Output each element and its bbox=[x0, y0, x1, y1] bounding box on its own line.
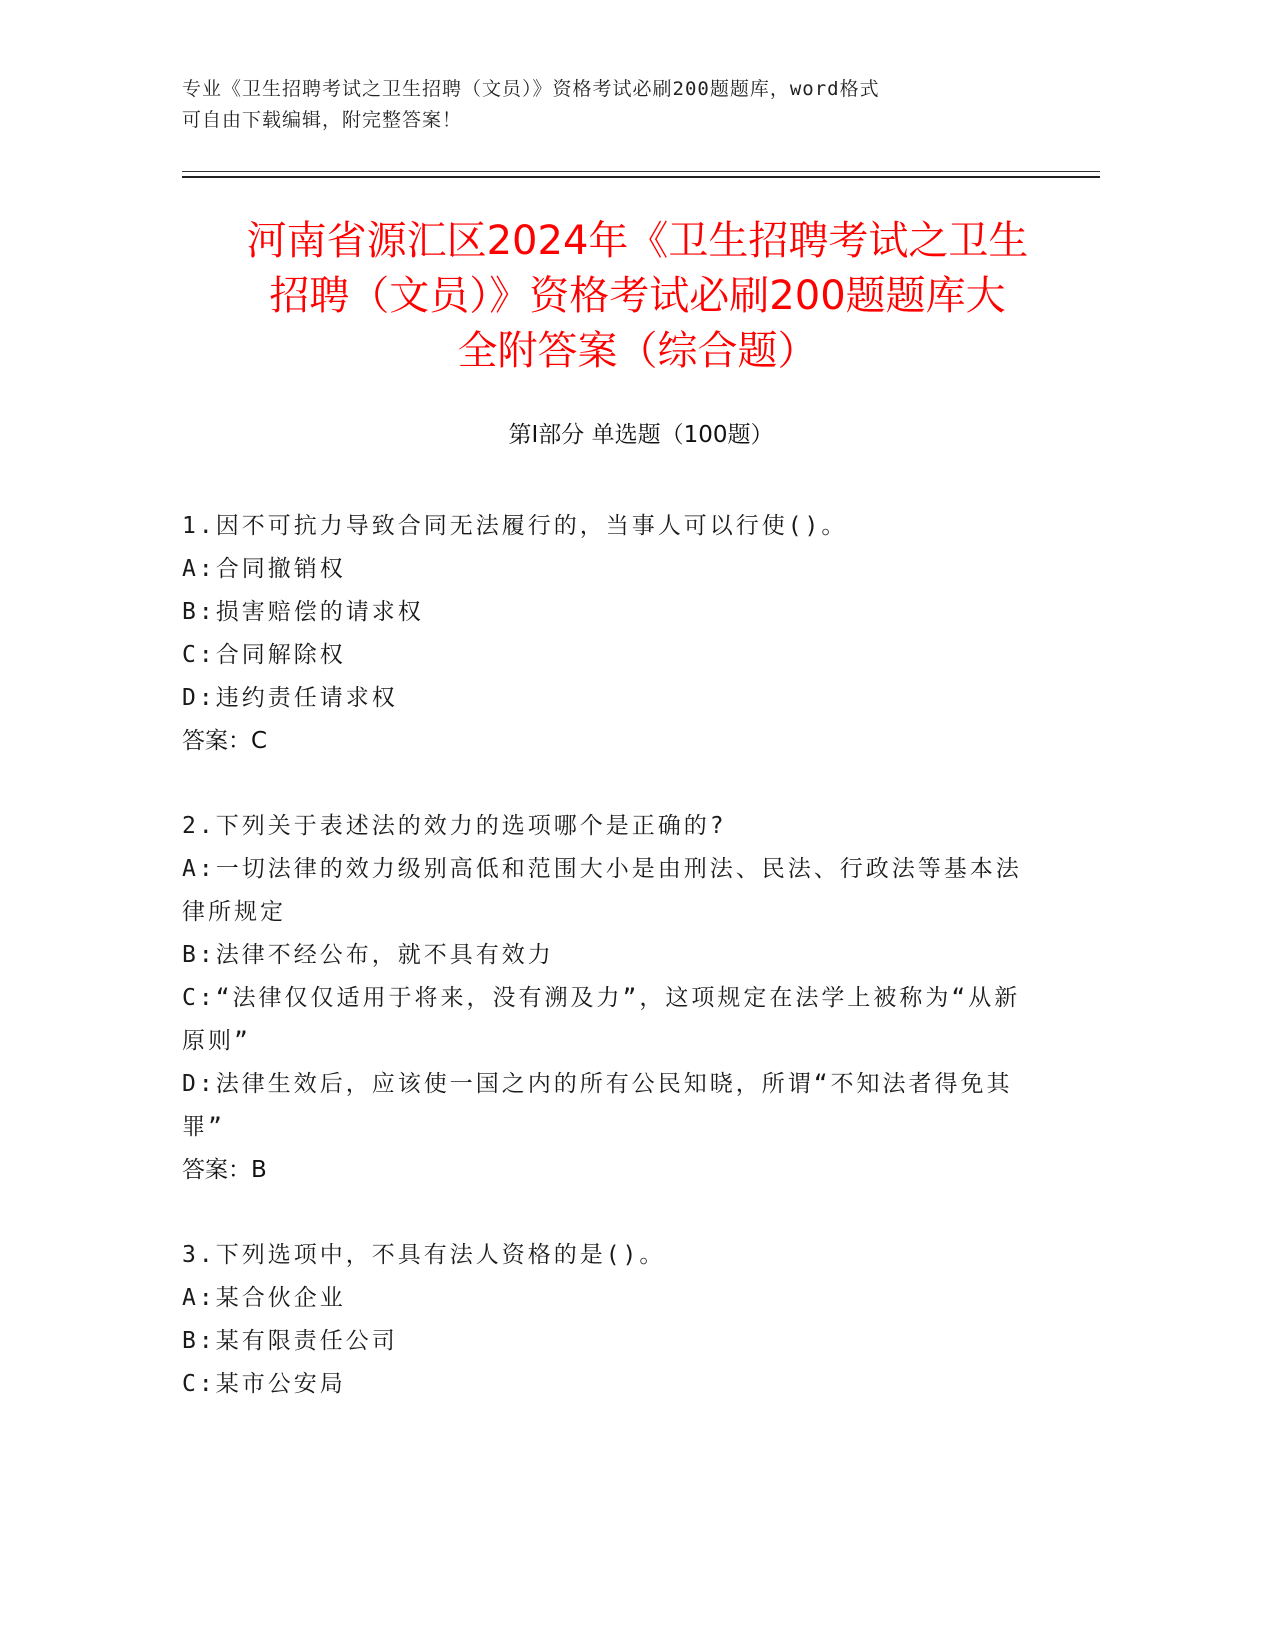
question-stem: 1.因不可抗力导致合同无法履行的，当事人可以行使()。 bbox=[182, 513, 848, 539]
question-list bbox=[182, 505, 1042, 1448]
option-b: B:某有限责任公司 bbox=[182, 1328, 398, 1354]
question-item bbox=[182, 505, 1042, 763]
document-title-line-3: 全附答案（综合题） bbox=[457, 328, 818, 374]
header-divider-thick bbox=[182, 176, 1100, 178]
question-stem: 2.下列关于表述法的效力的选项哪个是正确的? bbox=[182, 813, 727, 839]
document-title-line-1: 河南省源汇区2024年《卫生招聘考试之卫生 bbox=[246, 218, 1029, 264]
option-c: C:合同解除权 bbox=[182, 642, 346, 668]
answer-label: 答案：C bbox=[182, 728, 268, 754]
header-note-line-2: 可自由下载编辑，附完整答案！ bbox=[182, 109, 463, 131]
answer-label: 答案：B bbox=[182, 1157, 267, 1183]
option-d: D:违约责任请求权 bbox=[182, 685, 398, 711]
header-note-line-1: 专业《卫生招聘考试之卫生招聘（文员）》资格考试必刷200题题库，word格式 bbox=[182, 78, 880, 100]
section-title: 第Ⅰ部分 单选题（100题） bbox=[508, 422, 774, 448]
option-b: B:损害赔偿的请求权 bbox=[182, 599, 424, 625]
option-c: C:某市公安局 bbox=[182, 1371, 346, 1397]
option-a: A:合同撤销权 bbox=[182, 556, 346, 582]
option-a: A:某合伙企业 bbox=[182, 1285, 346, 1311]
header-note bbox=[182, 74, 1062, 136]
document-title-line-2: 招聘（文员）》资格考试必刷200题题库大 bbox=[269, 273, 1006, 319]
header-divider-thin bbox=[182, 171, 1100, 172]
question-stem: 3.下列选项中，不具有法人资格的是()。 bbox=[182, 1242, 666, 1268]
question-item bbox=[182, 805, 1042, 1192]
option-d: D:法律生效后，应该使一国之内的所有公民知晓，所谓“不知法者得免其罪” bbox=[182, 1071, 1013, 1140]
question-item bbox=[182, 1234, 1042, 1406]
option-c: C:“法律仅仅适用于将来，没有溯及力”，这项规定在法学上被称为“从新原则” bbox=[182, 985, 1021, 1054]
option-b: B:法律不经公布，就不具有效力 bbox=[182, 942, 554, 968]
document-title bbox=[175, 214, 1100, 379]
option-a: A:一切法律的效力级别高低和范围大小是由刑法、民法、行政法等基本法律所规定 bbox=[182, 856, 1022, 925]
